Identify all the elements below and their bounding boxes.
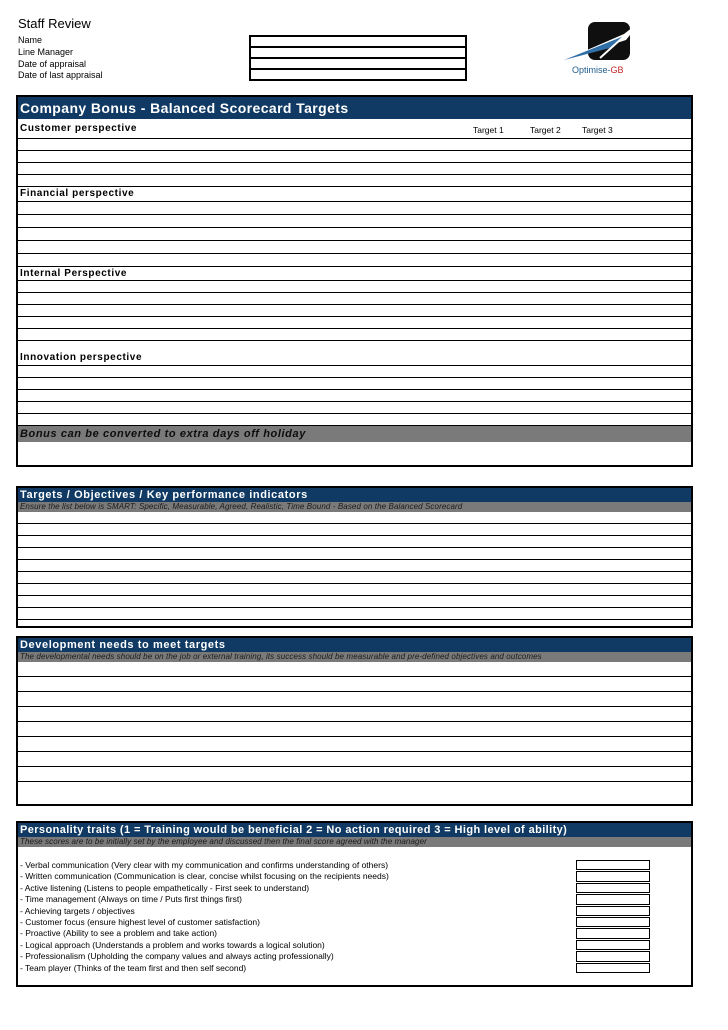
target-1-header: Target 1 [473,125,504,135]
targets-row-9[interactable] [18,608,691,620]
financial-row-5[interactable] [18,254,691,267]
trait-score-box[interactable] [576,894,650,904]
trait-score-box[interactable] [576,906,650,916]
internal-perspective-row [18,267,691,281]
financial-perspective-label: Financial perspective [20,188,135,199]
targets-row-7[interactable] [18,584,691,596]
trait-item: - Logical approach (Understands a problem and works towards a logical solution) [20,939,325,950]
financial-row-1[interactable] [18,202,691,215]
date-of-appraisal-label: Date of appraisal [18,59,87,69]
financial-perspective-row [18,187,691,202]
document-title: Staff Review [18,16,91,31]
trait-item: - Time management (Always on time / Puts first things first) [20,894,243,905]
financial-row-2[interactable] [18,215,691,228]
development-row-7[interactable] [18,752,691,767]
development-row-5[interactable] [18,722,691,737]
internal-row-5[interactable] [18,329,691,341]
line-manager-label: Line Manager [18,47,74,57]
targets-section [16,486,693,628]
innovation-row-2[interactable] [18,378,691,390]
internal-row-1[interactable] [18,281,691,293]
targets-note: Ensure the list below is SMART: Specific, Measurable, Agreed, Realistic, Time Bound - Based on the Balanced Scorecard [18,502,691,512]
financial-row-3[interactable] [18,228,691,241]
trait-score-box[interactable] [576,951,650,961]
personality-section [16,821,693,987]
trait-score-box[interactable] [576,917,650,927]
development-section [16,636,693,806]
financial-row-4[interactable] [18,241,691,254]
trait-item: - Team player (Thinks of the team first and then self second) [20,962,247,973]
innovation-row-3[interactable] [18,390,691,402]
trait-score-box[interactable] [576,963,650,973]
customer-perspective-row [18,119,691,139]
innovation-row-5[interactable] [18,414,691,426]
logo-text: Optimise-GB [572,65,624,75]
personality-title: Personality traits (1 = Training would be beneficial 2 = No action required 3 = High level of ability) [18,823,691,837]
development-row-8[interactable] [18,767,691,782]
trait-score-box[interactable] [576,860,650,870]
innovation-row-4[interactable] [18,402,691,414]
targets-row-6[interactable] [18,572,691,584]
targets-row-2[interactable] [18,524,691,536]
trait-item: - Active listening (Listens to people empathetically - First seek to understand) [20,882,310,893]
targets-row-8[interactable] [18,596,691,608]
date-of-last-appraisal-field[interactable] [249,68,467,81]
development-row-1[interactable] [18,662,691,677]
bonus-footer: Bonus can be converted to extra days off holiday [18,426,691,442]
targets-row-3[interactable] [18,536,691,548]
personality-note: These scores are to be initially set by the employee and discussed then the final score agreed with the manager [18,837,691,847]
development-row-3[interactable] [18,692,691,707]
customer-row-3[interactable] [18,163,691,175]
internal-row-4[interactable] [18,317,691,329]
trait-score-box[interactable] [576,928,650,938]
customer-row-1[interactable] [18,139,691,151]
internal-perspective-label: Internal Perspective [20,268,128,279]
target-2-header: Target 2 [530,125,561,135]
targets-title: Targets / Objectives / Key performance indicators [18,488,691,502]
trait-score-box[interactable] [576,871,650,881]
scorecard-section [16,95,693,467]
trait-score-box[interactable] [576,883,650,893]
development-note: The developmental needs should be on the job or external training, its success should be measurable and pre-defined objectives and outcomes [18,652,691,662]
development-row-4[interactable] [18,707,691,722]
targets-row-5[interactable] [18,560,691,572]
internal-row-2[interactable] [18,293,691,305]
development-row-6[interactable] [18,737,691,752]
target-3-header: Target 3 [582,125,613,135]
scorecard-title: Company Bonus - Balanced Scorecard Targets [18,97,691,119]
customer-perspective-label: Customer perspective [20,123,138,134]
targets-row-4[interactable] [18,548,691,560]
development-title: Development needs to meet targets [18,638,691,652]
innovation-perspective-label: Innovation perspective [20,352,143,363]
internal-row-3[interactable] [18,305,691,317]
traits-list [18,860,691,974]
customer-row-2[interactable] [18,151,691,163]
trait-score-box[interactable] [576,940,650,950]
trait-item: - Professionalism (Upholding the company values and always acting professionally) [20,951,334,962]
trait-item: - Written communication (Communication is clear, concise whilst focusing on the recipients needs) [20,871,389,882]
date-of-last-appraisal-label: Date of last appraisal [18,70,103,80]
trait-item: - Achieving targets / objectives [20,905,135,916]
trait-item: - Verbal communication (Very clear with my communication and confirms understanding of others) [20,860,389,870]
targets-row-1[interactable] [18,512,691,524]
customer-row-4[interactable] [18,175,691,187]
trait-item: - Customer focus (ensure highest level of customer satisfaction) [20,916,260,927]
innovation-row-1[interactable] [18,366,691,378]
trait-item: - Proactive (Ability to see a problem and take action) [20,928,218,939]
innovation-perspective-row [18,341,691,366]
name-label: Name [18,35,43,45]
development-row-2[interactable] [18,677,691,692]
